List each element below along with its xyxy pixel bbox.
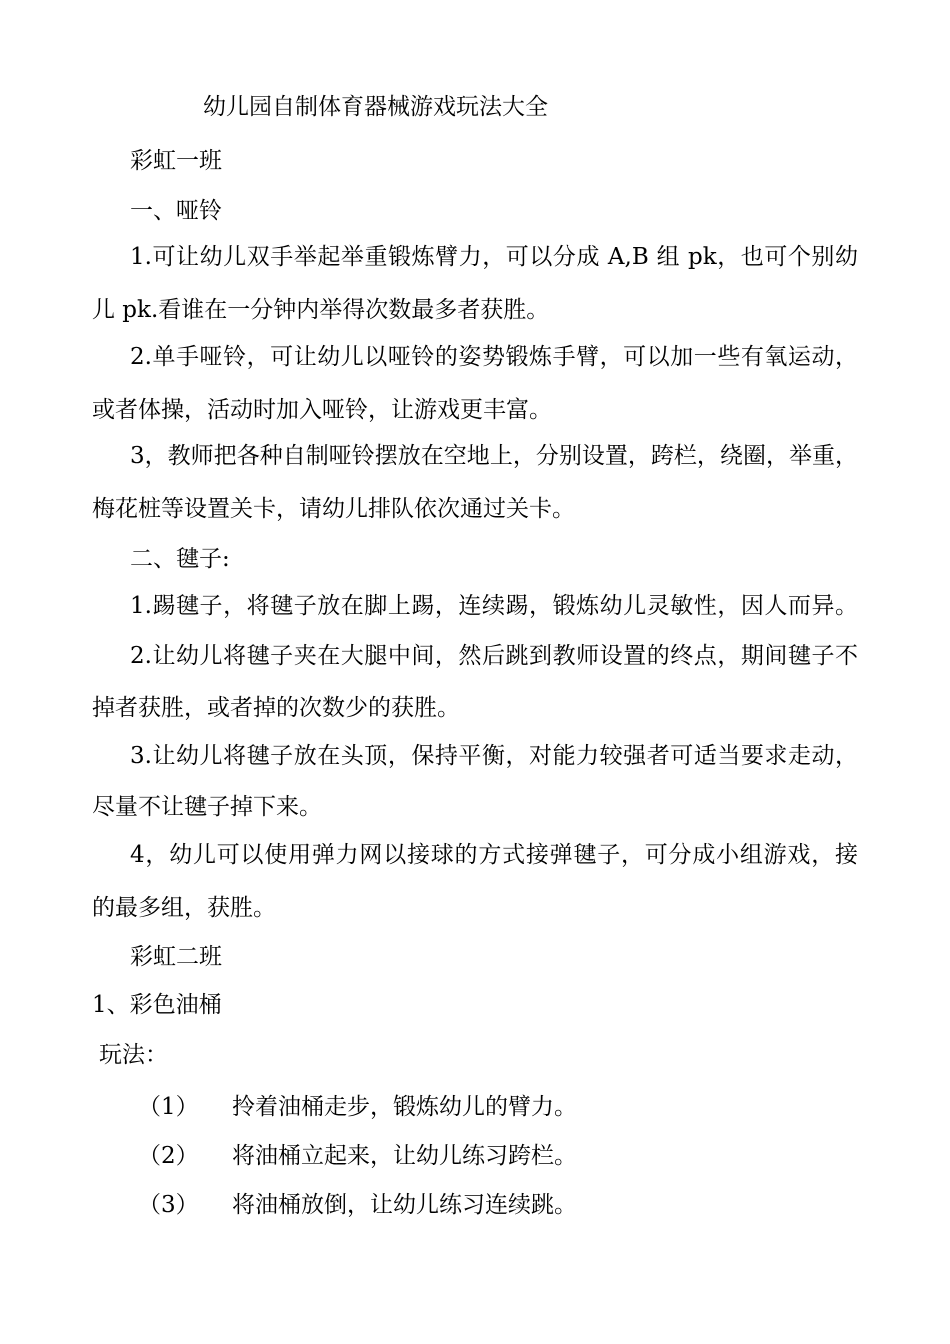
paragraph-line: 尽量不让毽子掉下来。: [92, 794, 322, 820]
paragraph-line: 1.踢毽子，将毽子放在脚上踢，连续踢，锻炼幼儿灵敏性，因人而异。: [130, 593, 858, 619]
section-heading-shuttlecock: 二、毽子:: [130, 546, 230, 572]
paragraph-line: 1.可让幼儿双手举起举重锻炼臂力，可以分成 A,B 组 pk，也可个别幼: [130, 244, 858, 270]
paragraph-line: 3，教师把各种自制哑铃摆放在空地上，分别设置，跨栏，绕圈，举重，: [130, 443, 858, 469]
paragraph-line: 2.单手哑铃，可让幼儿以哑铃的姿势锻炼手臂，可以加一些有氧运动，: [130, 344, 858, 370]
paragraph-line: 4，幼儿可以使用弹力网以接球的方式接弹毽子，可分成小组游戏，接: [130, 842, 858, 868]
step-text: 将油桶立起来，让幼儿练习跨栏。: [232, 1143, 577, 1169]
paragraph-line: 的最多组，获胜。: [92, 895, 276, 921]
step-number: （2）: [138, 1143, 199, 1169]
class-heading-rainbow-1: 彩虹一班: [130, 148, 222, 174]
paragraph-line: 2.让幼儿将毽子夹在大腿中间，然后跳到教师设置的终点，期间毽子不: [130, 643, 858, 669]
step-text: 将油桶放倒，让幼儿练习连续跳。: [232, 1192, 577, 1218]
step-number: （3）: [138, 1192, 199, 1218]
document-title: 幼儿园自制体育器械游戏玩法大全: [203, 94, 548, 120]
play-label: 玩法：: [99, 1042, 168, 1068]
step-number: （1）: [138, 1094, 199, 1120]
paragraph-line: 或者体操，活动时加入哑铃，让游戏更丰富。: [92, 397, 552, 423]
class-heading-rainbow-2: 彩虹二班: [130, 944, 222, 970]
step-text: 拎着油桶走步，锻炼幼儿的臂力。: [232, 1094, 577, 1120]
paragraph-line: 儿 pk.看谁在一分钟内举得次数最多者获胜。: [92, 297, 550, 323]
item-heading-oil-barrel: 1、彩色油桶: [92, 992, 222, 1018]
paragraph-line: 3.让幼儿将毽子放在头顶，保持平衡，对能力较强者可适当要求走动，: [130, 743, 858, 769]
paragraph-line: 梅花桩等设置关卡，请幼儿排队依次通过关卡。: [92, 496, 575, 522]
section-heading-dumbbell: 一、哑铃: [130, 198, 222, 224]
paragraph-line: 掉者获胜，或者掉的次数少的获胜。: [92, 695, 460, 721]
